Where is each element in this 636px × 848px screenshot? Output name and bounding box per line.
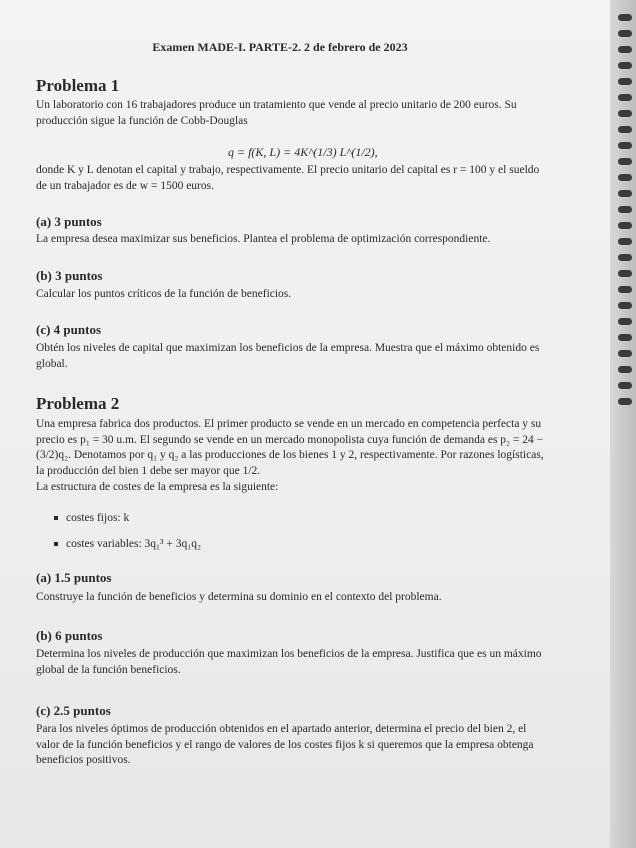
binding-ring bbox=[618, 110, 632, 117]
problem2-part-b-label: (b) 6 puntos bbox=[36, 628, 103, 643]
problem2-part-a-text: Construye la función de beneficios y determina su dominio en el contexto del problema. bbox=[36, 591, 442, 603]
problem2-title: Problema 2 bbox=[36, 394, 120, 413]
problem1-part-b-text: Calcular los puntos críticos de la función de beneficios. bbox=[36, 288, 292, 300]
binding-ring bbox=[618, 382, 632, 389]
binding-ring bbox=[618, 126, 632, 133]
problem2-costs-intro: La estructura de costes de la empresa es la siguiente: bbox=[36, 481, 279, 493]
binding-ring bbox=[618, 398, 632, 405]
binding-ring bbox=[618, 366, 632, 373]
binding-ring bbox=[618, 158, 632, 165]
spiral-binding bbox=[610, 0, 636, 848]
problem1-title: Problema 1 bbox=[36, 76, 120, 95]
problem1-part-c-text: Obtén los niveles de capital que maximizan los beneficios de la empresa. Muestra que el máximo obtenido es global. bbox=[36, 342, 540, 370]
problem2-part-c-text: Para los niveles óptimos de producción obtenidos en el apartado anterior, determina el precio del bien 2, el valor de la función beneficios y el rango de valores de los costes fijos k si queremos que la empresa obtenga beneficios positivos. bbox=[36, 723, 534, 766]
binding-ring bbox=[618, 94, 632, 101]
problem2-part-c-label: (c) 2.5 puntos bbox=[36, 703, 111, 718]
binding-ring bbox=[618, 222, 632, 229]
binding-ring bbox=[618, 254, 632, 261]
binding-ring bbox=[618, 46, 632, 53]
problem1-part-a-text: La empresa desea maximizar sus beneficios. Plantea el problema de optimización correspondiente. bbox=[36, 233, 491, 245]
binding-ring bbox=[618, 142, 632, 149]
problem1-formula: q = f(K, L) = 4K^(1/3) L^(1/2), bbox=[228, 145, 378, 159]
binding-ring bbox=[618, 286, 632, 293]
problem1-part-a-label: (a) 3 puntos bbox=[36, 214, 102, 229]
binding-ring bbox=[618, 30, 632, 37]
binding-ring bbox=[618, 190, 632, 197]
problem2-part-a-label: (a) 1.5 puntos bbox=[36, 570, 112, 585]
binding-ring bbox=[618, 238, 632, 245]
problem2-intro: Una empresa fabrica dos productos. El primer producto se vende en un mercado en competencia perfecta y su precio es p₁ = 30 u.m. El segundo se vende en un mercado monopolista cuya función de demanda es p₂ = 24 − (3/2)q₂. Denotamos por q₁ y q₂ a las producciones de los bienes 1 y 2, respectivamente. Por razones logísticas, la producción del bien 1 debe ser mayor que 1/2. bbox=[36, 418, 544, 477]
binding-ring bbox=[618, 14, 632, 21]
problem1-after: donde K y L denotan el capital y trabajo, respectivamente. El precio unitario del capital es r = 100 y el sueldo de un trabajador es de w = 1500 euros. bbox=[36, 164, 540, 192]
binding-ring bbox=[618, 302, 632, 309]
bullet-fixed-costs: costes fijos: k bbox=[54, 512, 129, 524]
binding-ring bbox=[618, 350, 632, 357]
binding-ring bbox=[618, 62, 632, 69]
binding-ring bbox=[618, 206, 632, 213]
problem2-part-b-text: Determina los niveles de producción que maximizan los beneficios de la empresa. Justifica que es un máximo global de la función beneficios. bbox=[36, 648, 542, 676]
binding-ring bbox=[618, 318, 632, 325]
problem1-intro: Un laboratorio con 16 trabajadores produce un tratamiento que vende al precio unitario de 200 euros. Su producción sigue la función de Cobb-Douglas bbox=[36, 99, 517, 127]
binding-ring bbox=[618, 174, 632, 181]
binding-ring bbox=[618, 334, 632, 341]
binding-ring bbox=[618, 270, 632, 277]
exam-header: Examen MADE-I. PARTE-2. 2 de febrero de 2023 bbox=[152, 40, 408, 54]
binding-ring bbox=[618, 78, 632, 85]
bullet-variable-costs: costes variables: 3q₁³ + 3q₁q₂ bbox=[54, 538, 201, 550]
problem1-part-c-label: (c) 4 puntos bbox=[36, 322, 102, 337]
problem1-part-b-label: (b) 3 puntos bbox=[36, 268, 103, 283]
